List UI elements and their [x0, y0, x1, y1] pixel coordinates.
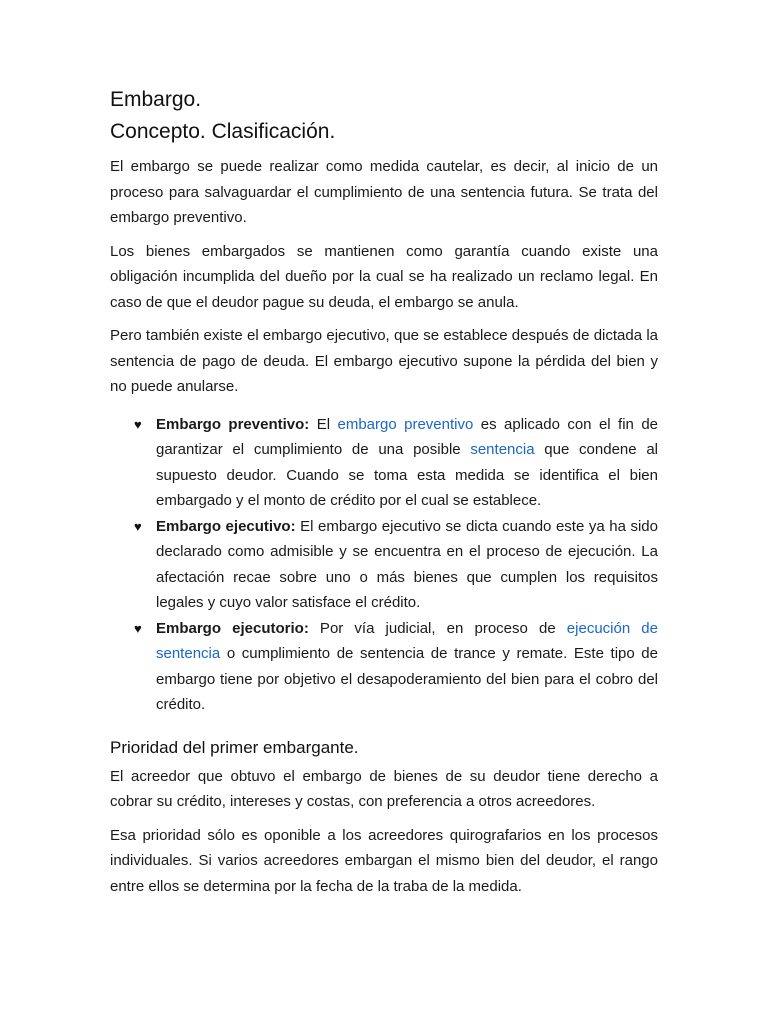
term-preventivo: Embargo preventivo:	[156, 415, 310, 433]
term-ejecutivo: Embargo ejecutivo:	[156, 517, 296, 535]
item-text: El	[309, 415, 338, 433]
intro-paragraph-3: Pero también existe el embargo ejecutivo, que se establece después de dictada la sentencia de pago de deuda. El embargo ejecutivo supone la pérdida del bien y no puede anularse.	[110, 327, 658, 395]
intro-paragraph-1: El embargo se puede realizar como medida cautelar, es decir, al inicio de un proceso para salvaguardar el cumplimiento de una sentencia futura. Se trata del embargo preventivo.	[110, 158, 658, 226]
heart-icon: ♥	[134, 416, 142, 432]
item-text: Por vía judicial, en proceso de	[308, 619, 567, 637]
list-item-ejecutorio	[134, 616, 658, 718]
intro-paragraph-2: Los bienes embargados se mantienen como garantía cuando existe una obligación incumplida del dueño por la cual se ha realizado un reclamo legal. En caso de que el deudor pague su deuda, el embargo se anula.	[110, 242, 658, 311]
page-title: Embargo.	[110, 88, 202, 111]
item-text: es aplicado con el fin de garantizar el cumplimiento de una posible	[156, 415, 659, 458]
list-item-preventivo	[134, 412, 659, 514]
item-text: o cumplimiento de sentencia de trance y remate. Este tipo de embargo tiene por objetivo el desapoderamiento del bien para el cobro del crédito.	[156, 645, 658, 713]
section-title: Prioridad del primer embargante.	[110, 737, 359, 757]
item-text: que condene al supuesto deudor. Cuando se toma esta medida se identifica el bien embargado y el monto de crédito por el cual se establece.	[156, 441, 658, 509]
section-paragraph-1: El acreedor que obtuvo el embargo de bienes de su deudor tiene derecho a cobrar su crédito, intereses y costas, con preferencia a otros acreedores.	[110, 767, 658, 810]
section-paragraph-2: Esa prioridad sólo es oponible a los acreedores quirografarios en los procesos individuales. Si varios acreedores embargan el mismo bien del deudor, el rango entre ellos se determina por la fecha de la traba de la medida.	[110, 826, 658, 895]
term-ejecutorio: Embargo ejecutorio:	[156, 619, 309, 637]
item-text: El embargo ejecutivo se dicta cuando este ya ha sido declarado como admisible y se encuentra en el proceso de ejecución. La afectación recae sobre uno o más bienes que cumplen los requisitos legales y cuyo valor satisface el crédito.	[156, 517, 658, 611]
list-item-ejecutivo	[134, 514, 658, 616]
embargo-types-list	[110, 412, 658, 718]
link-sentencia[interactable]: sentencia	[470, 441, 535, 458]
page-subtitle: Concepto. Clasificación.	[110, 120, 336, 143]
link-embargo-preventivo[interactable]: embargo preventivo	[337, 415, 474, 433]
heart-icon: ♥	[134, 518, 142, 534]
document-content	[110, 84, 658, 907]
link-ejecucion-de-sentencia[interactable]: ejecución de sentencia	[156, 619, 658, 662]
heart-icon: ♥	[134, 620, 142, 636]
